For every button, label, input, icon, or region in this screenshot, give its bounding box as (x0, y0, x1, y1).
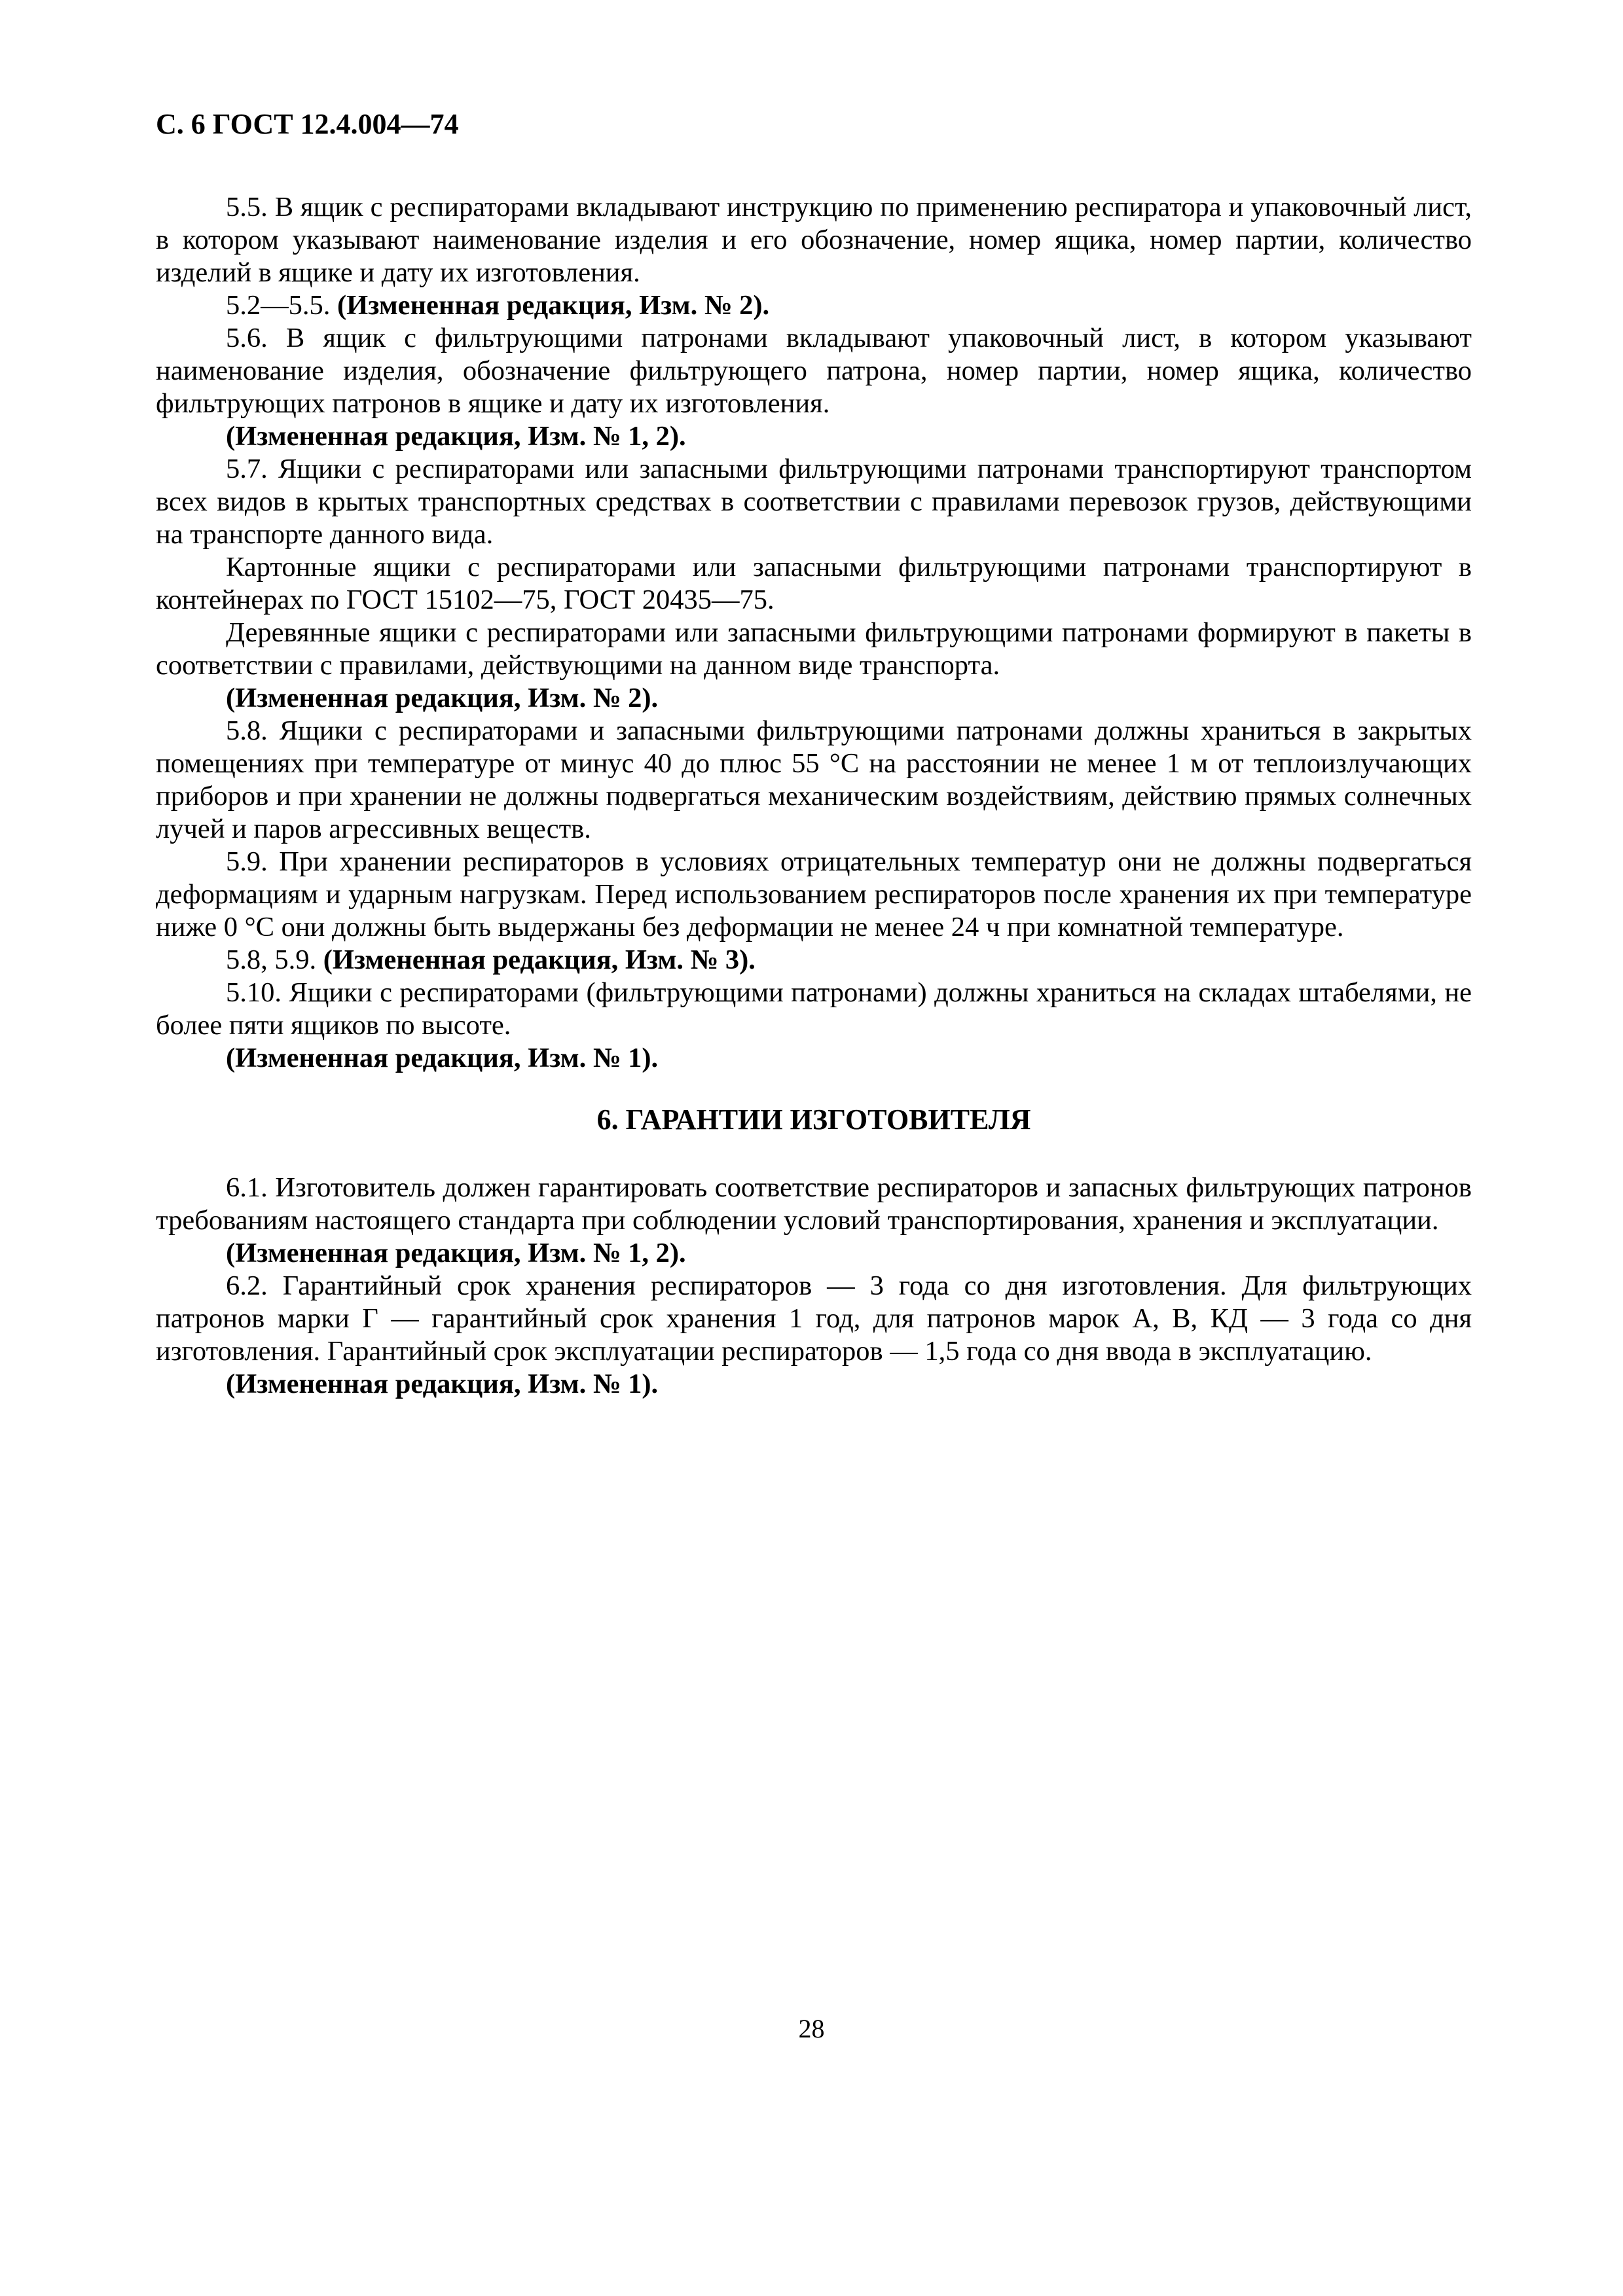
section-6-title: 6. ГАРАНТИИ ИЗГОТОВИТЕЛЯ (596, 1103, 1031, 1136)
paragraph-6-2: 6.2. Гарантийный срок хранения респираторов — 3 года со дня изготовления. Для фильтрующих патронов марки Г — гарантийный срок хранения 1 год, для патронов марок А, В, КД — 3 года со дня изготовления. Гарантийный срок эксплуатации респираторов — 1,5 года со дня ввода в эксплуатацию. (156, 1270, 1472, 1367)
paragraph-5-2-5-5-amendment (156, 289, 1472, 322)
paragraph-5-7-cardboard: Картонные ящики с респираторами или запасными фильтрующими патронами транспортируют в контейнерах по ГОСТ 15102—75, ГОСТ 20435—75. (156, 552, 1472, 615)
amendment-note: (Измененная редакция, Изм. № 2). (226, 683, 659, 713)
amendment-note: (Измененная редакция, Изм. № 2). (337, 290, 770, 321)
paragraph-5-8-5-9-amendment (156, 944, 1472, 977)
paragraph-5-7: 5.7. Ящики с респираторами или запасными фильтрующими патронами транспортируют транспортом всех видов в крытых транспортных средствах в соответствии с правилами перевозок грузов, действующими на транспорте данного вида. (156, 454, 1472, 550)
paragraph-5-6-amendment (156, 420, 1472, 453)
paragraph-5-10: 5.10. Ящики с респираторами (фильтрующими патронами) должны храниться на складах штабелями, не более пяти ящиков по высоте. (156, 977, 1472, 1041)
paragraph-5-7-amendment (156, 682, 1472, 715)
section-6-body (156, 1172, 1472, 1401)
amendment-note: (Измененная редакция, Изм. № 1). (226, 1043, 659, 1073)
amendment-note: (Измененная редакция, Изм. № 1, 2). (226, 1238, 686, 1268)
paragraph-5-10-amendment (156, 1042, 1472, 1075)
amendment-note: (Измененная редакция, Изм. № 1, 2). (226, 421, 686, 452)
paragraph-5-6: 5.6. В ящик с фильтрующими патронами вкладывают упаковочный лист, в котором указывают наименование изделия, обозначение фильтрующего патрона, номер партии, номер ящика, количество фильтрующих патронов в ящике и дату их изготовления. (156, 323, 1472, 419)
amendment-note: (Измененная редакция, Изм. № 3). (323, 944, 756, 975)
paragraph-5-5: 5.5. В ящик с респираторами вкладывают инструкцию по применению респиратора и упаковочный лист, в котором указывают наименование изделия и его обозначение, номер ящика, номер партии, количество изделий в ящике и дату их изготовления. (156, 192, 1472, 288)
amendment-prefix: 5.2—5.5. (226, 290, 337, 321)
paragraph-5-7-wooden: Деревянные ящики с респираторами или запасными фильтрующими патронами формируют в пакеты в соответствии с правилами, действующими на данном виде транспорта. (156, 617, 1472, 681)
paragraph-6-2-amendment (156, 1368, 1472, 1401)
paragraph-6-1-amendment (156, 1237, 1472, 1270)
paragraph-5-8: 5.8. Ящики с респираторами и запасными фильтрующими патронами должны храниться в закрытых помещениях при температуре от минус 40 до плюс 55 °С на расстоянии не менее 1 м от теплоизлучающих приборов и при хранении не должны подвергаться механическим воздействиям, действию прямых солнечных лучей и паров агрессивных веществ. (156, 715, 1472, 844)
amendment-prefix: 5.8, 5.9. (226, 944, 323, 975)
page-number: 28 (798, 2014, 825, 2043)
section-5-body (156, 191, 1472, 1075)
amendment-note: (Измененная редакция, Изм. № 1). (226, 1369, 659, 1399)
page-header: С. 6 ГОСТ 12.4.004—74 (156, 108, 459, 140)
paragraph-5-9: 5.9. При хранении респираторов в условиях отрицательных температур они не должны подвергаться деформациям и ударным нагрузкам. Перед использованием респираторов после хранения их при температуре ниже 0 °С они должны быть выдержаны без деформации не менее 24 ч при комнатной температуре. (156, 846, 1472, 942)
paragraph-6-1: 6.1. Изготовитель должен гарантировать соответствие респираторов и запасных фильтрующих патронов требованиям настоящего стандарта при соблюдении условий транспортирования, хранения и эксплуатации. (156, 1172, 1472, 1236)
